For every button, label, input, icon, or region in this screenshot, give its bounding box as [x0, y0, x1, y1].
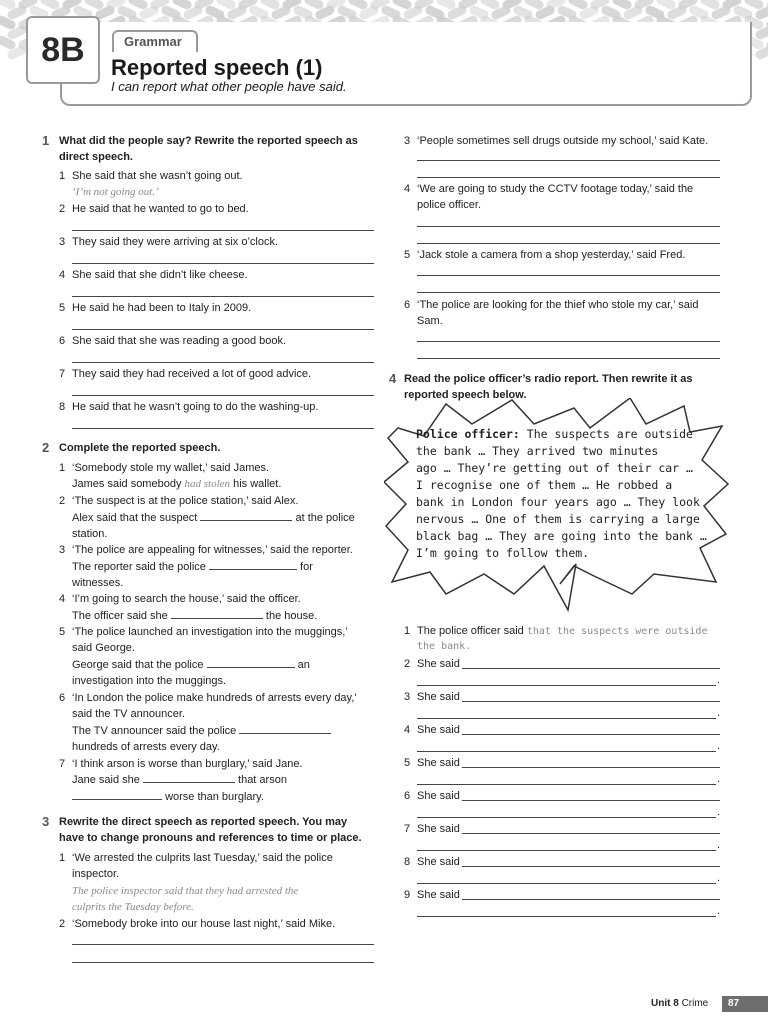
- answer-line[interactable]: [462, 866, 720, 867]
- speaker-label: Police officer:: [416, 427, 520, 441]
- prompt-text: ‘The police are looking for the thief who stole my car,’ said: [417, 299, 699, 311]
- gap-field[interactable]: [72, 789, 162, 800]
- she-said-label: She said: [417, 757, 460, 769]
- exercise-instruction: Rewrite the direct speech as reported speech. You may: [59, 816, 348, 828]
- line-period: .: [717, 905, 721, 917]
- exercise-number: 1: [42, 133, 50, 148]
- report-line: bank in London four years ago … They look: [416, 495, 700, 509]
- she-said-label: She said: [417, 823, 460, 835]
- answer-line[interactable]: [72, 263, 374, 264]
- prompt-text: ‘Somebody stole my wallet,’ said James.: [72, 462, 270, 474]
- item-number: 4: [404, 724, 411, 736]
- gap-continuation: investigation into the muggings.: [72, 675, 227, 687]
- sentence-end: worse than burglary.: [165, 791, 264, 803]
- example-answer: the bank.: [417, 641, 472, 652]
- item-number: 3: [59, 236, 66, 248]
- item-number: 4: [59, 593, 66, 605]
- unit-badge: [26, 16, 100, 84]
- she-said-label: She said: [417, 724, 460, 736]
- line-period: .: [717, 740, 721, 752]
- sentence-end: his wallet.: [230, 478, 282, 490]
- radio-report: [416, 426, 716, 562]
- answer-line[interactable]: [72, 428, 374, 429]
- exercise-instruction: reported speech below.: [404, 389, 527, 401]
- answer-line[interactable]: [417, 243, 720, 244]
- prompt-text: ‘We are going to study the CCTV footage today,’ said the: [417, 183, 694, 195]
- sentence-end: an: [297, 659, 310, 671]
- gap-sentence: [72, 723, 331, 739]
- answer-line[interactable]: [462, 833, 720, 834]
- page-subtitle: I can report what other people have said.: [111, 79, 347, 94]
- gap-continuation: hundreds of arrests every day.: [72, 741, 220, 753]
- item-number: 3: [404, 135, 411, 147]
- line-period: .: [717, 806, 721, 818]
- line-period: .: [717, 707, 721, 719]
- gap-field[interactable]: [209, 559, 297, 570]
- prompt-text: ‘I’m going to search the house,’ said the officer.: [72, 593, 301, 605]
- answer-line[interactable]: [417, 160, 720, 161]
- exercise-instruction: have to change pronouns and references to time or place.: [59, 832, 362, 844]
- gap-sentence: [72, 657, 310, 673]
- sentence-start: Jane said she: [72, 774, 140, 786]
- prompt-text: said George.: [72, 642, 135, 654]
- prompt-text: ‘In London the police make hundreds of arrests every day,’: [72, 692, 357, 704]
- item-number: 3: [404, 691, 411, 703]
- gap-continuation: witnesses.: [72, 577, 124, 589]
- report-line: the bank … They arrived two minutes: [416, 444, 659, 458]
- gap-field[interactable]: [143, 772, 235, 783]
- answer-line[interactable]: [417, 358, 720, 359]
- item-number: 6: [59, 692, 66, 704]
- item-number: 7: [59, 368, 66, 380]
- item-number: 2: [59, 918, 66, 930]
- page-title: Reported speech (1): [111, 55, 323, 80]
- prompt-text: ‘Jack stole a camera from a shop yesterday,’ said Fred.: [417, 249, 686, 261]
- she-said-label: She said: [417, 691, 460, 703]
- exercise-instruction: Read the police officer’s radio report. Then rewrite it as: [404, 373, 693, 385]
- report-line: nervous … One of them is carrying a large: [416, 512, 700, 526]
- exercise-number: 2: [42, 440, 50, 455]
- gap-sentence: [417, 623, 707, 640]
- gap-sentence: [72, 608, 317, 624]
- answer-line[interactable]: [462, 701, 720, 702]
- item-number: 5: [404, 757, 411, 769]
- answer-line[interactable]: [417, 275, 720, 276]
- answer-line[interactable]: [462, 668, 720, 669]
- line-period: .: [717, 839, 721, 851]
- answer-line[interactable]: [417, 850, 716, 851]
- answer-line[interactable]: [462, 767, 720, 768]
- line-period: .: [717, 773, 721, 785]
- item-number: 4: [59, 269, 66, 281]
- report-line: Police officer: The suspects are outside: [416, 427, 693, 441]
- gap-continuation: station.: [72, 528, 108, 540]
- gap-sentence: [72, 559, 313, 575]
- she-said-label: She said: [417, 856, 460, 868]
- item-number: 1: [59, 462, 66, 474]
- example-answer: culprits the Tuesday before.: [72, 901, 194, 913]
- item-number: 9: [404, 889, 411, 901]
- gap-field[interactable]: [171, 608, 263, 619]
- prompt-text: She said that she wasn’t going out.: [72, 170, 243, 182]
- answer-line[interactable]: [72, 329, 374, 330]
- prompt-text: They said they were arriving at six o’clock.: [72, 236, 279, 248]
- sentence-start: George said that the police: [72, 659, 204, 671]
- gap-sentence: [72, 772, 287, 788]
- unit-code: 8B: [41, 30, 85, 69]
- item-number: 8: [404, 856, 411, 868]
- sentence-start: The reporter said the police: [72, 561, 206, 573]
- sentence-start: James said somebody: [72, 478, 185, 490]
- prompt-text: ‘The police launched an investigation into the muggings,’: [72, 626, 348, 638]
- sentence-end: for: [300, 561, 313, 573]
- item-number: 6: [404, 790, 411, 802]
- prompt-text: police officer.: [417, 199, 482, 211]
- exercise-instruction: Complete the reported speech.: [59, 442, 221, 454]
- sentence-end: that arson: [238, 774, 287, 786]
- item-number: 8: [59, 401, 66, 413]
- answer-line[interactable]: [72, 395, 374, 396]
- gap-field[interactable]: [207, 657, 295, 668]
- sentence-start: The police officer said: [417, 625, 527, 637]
- report-line: I recognise one of them … He robbed a: [416, 478, 673, 492]
- she-said-label: She said: [417, 790, 460, 802]
- answer-line[interactable]: [417, 916, 716, 917]
- answer-line[interactable]: [72, 296, 374, 297]
- gap-sentence: [72, 476, 281, 492]
- report-line: black bag … They are going into the bank …: [416, 529, 707, 543]
- item-number: 7: [404, 823, 411, 835]
- she-said-label: She said: [417, 658, 460, 670]
- sentence-start: The officer said she: [72, 610, 168, 622]
- unit-topic: Crime: [681, 998, 709, 1009]
- answer-line[interactable]: [417, 292, 720, 293]
- prompt-text: He said that he wanted to go to bed.: [72, 203, 249, 215]
- prompt-text: They said they had received a lot of good advice.: [72, 368, 312, 380]
- sentence-start: Alex said that the suspect: [72, 512, 198, 524]
- item-number: 1: [404, 625, 411, 637]
- item-number: 7: [59, 758, 66, 770]
- answer-line[interactable]: [72, 362, 374, 363]
- footer-unit: [651, 998, 708, 1009]
- prompt-text: ‘We arrested the culprits last Tuesday,’ said the police: [72, 852, 333, 864]
- example-answer: The police inspector said that they had arrested the: [72, 885, 299, 897]
- exercise-number: 3: [42, 814, 50, 829]
- prompt-text: ‘People sometimes sell drugs outside my school,’ said Kate.: [417, 135, 709, 147]
- exercise-instruction: direct speech.: [59, 151, 133, 163]
- line-period: .: [717, 674, 721, 686]
- unit-label: Unit 8: [651, 998, 679, 1009]
- answer-line[interactable]: [72, 944, 374, 945]
- sentence-end: the house.: [265, 610, 318, 622]
- answer-line[interactable]: [417, 784, 716, 785]
- item-number: 5: [404, 249, 411, 261]
- exercise-number: 4: [389, 371, 397, 386]
- report-line: ago … They’re getting out of their car …: [416, 461, 693, 475]
- prompt-text: inspector.: [72, 868, 120, 880]
- line-period: .: [717, 872, 721, 884]
- example-answer: had stolen: [184, 478, 231, 490]
- gap-sentence: [72, 510, 355, 526]
- answer-line[interactable]: [417, 718, 716, 719]
- answer-line[interactable]: [462, 800, 720, 801]
- prompt-text: said the TV announcer.: [72, 708, 185, 720]
- item-number: 1: [59, 852, 66, 864]
- gap-field[interactable]: [200, 510, 292, 521]
- item-number: 4: [404, 183, 411, 195]
- prompt-text: Sam.: [417, 315, 443, 327]
- item-number: 1: [59, 170, 66, 182]
- sentence-start: The TV announcer said the police: [72, 725, 237, 737]
- answer-line[interactable]: [417, 177, 720, 178]
- example-answer: that the suspects were outside: [526, 626, 708, 637]
- answer-line[interactable]: [417, 817, 716, 818]
- answer-line[interactable]: [462, 899, 720, 900]
- answer-line[interactable]: [417, 685, 716, 686]
- prompt-text: She said that she didn’t like cheese.: [72, 269, 248, 281]
- page-number: 87: [722, 996, 768, 1012]
- answer-line[interactable]: [462, 734, 720, 735]
- item-number: 2: [59, 203, 66, 215]
- prompt-text: He said he had been to Italy in 2009.: [72, 302, 252, 314]
- answer-line[interactable]: [417, 226, 720, 227]
- item-number: 6: [59, 335, 66, 347]
- answer-line[interactable]: [417, 341, 720, 342]
- report-line: I’m going to follow them.: [416, 546, 590, 560]
- prompt-text: He said that he wasn’t going to do the washing-up.: [72, 401, 319, 413]
- prompt-text: She said that she was reading a good book.: [72, 335, 287, 347]
- answer-line[interactable]: [417, 751, 716, 752]
- section-tab: Grammar: [112, 30, 198, 52]
- item-number: 2: [59, 495, 66, 507]
- prompt-text: ‘The police are appealing for witnesses,’ said the reporter.: [72, 544, 353, 556]
- prompt-text: ‘Somebody broke into our house last night,’ said Mike.: [72, 918, 336, 930]
- answer-line[interactable]: [72, 962, 374, 963]
- item-number: 2: [404, 658, 411, 670]
- item-number: 5: [59, 302, 66, 314]
- item-number: 5: [59, 626, 66, 638]
- prompt-text: ‘I think arson is worse than burglary,’ said Jane.: [72, 758, 303, 770]
- exercise-instruction: What did the people say? Rewrite the reported speech as: [59, 135, 358, 147]
- prompt-text: ‘The suspect is at the police station,’ said Alex.: [72, 495, 299, 507]
- she-said-label: She said: [417, 889, 460, 901]
- sentence-end: at the police: [295, 512, 355, 524]
- item-number: 3: [59, 544, 66, 556]
- example-answer: ‘I’m not going out.’: [72, 186, 159, 198]
- answer-line[interactable]: [72, 230, 374, 231]
- answer-line[interactable]: [417, 883, 716, 884]
- item-number: 6: [404, 299, 411, 311]
- speech-bubble: [384, 398, 730, 614]
- gap-sentence: [72, 789, 264, 805]
- gap-field[interactable]: [239, 723, 331, 734]
